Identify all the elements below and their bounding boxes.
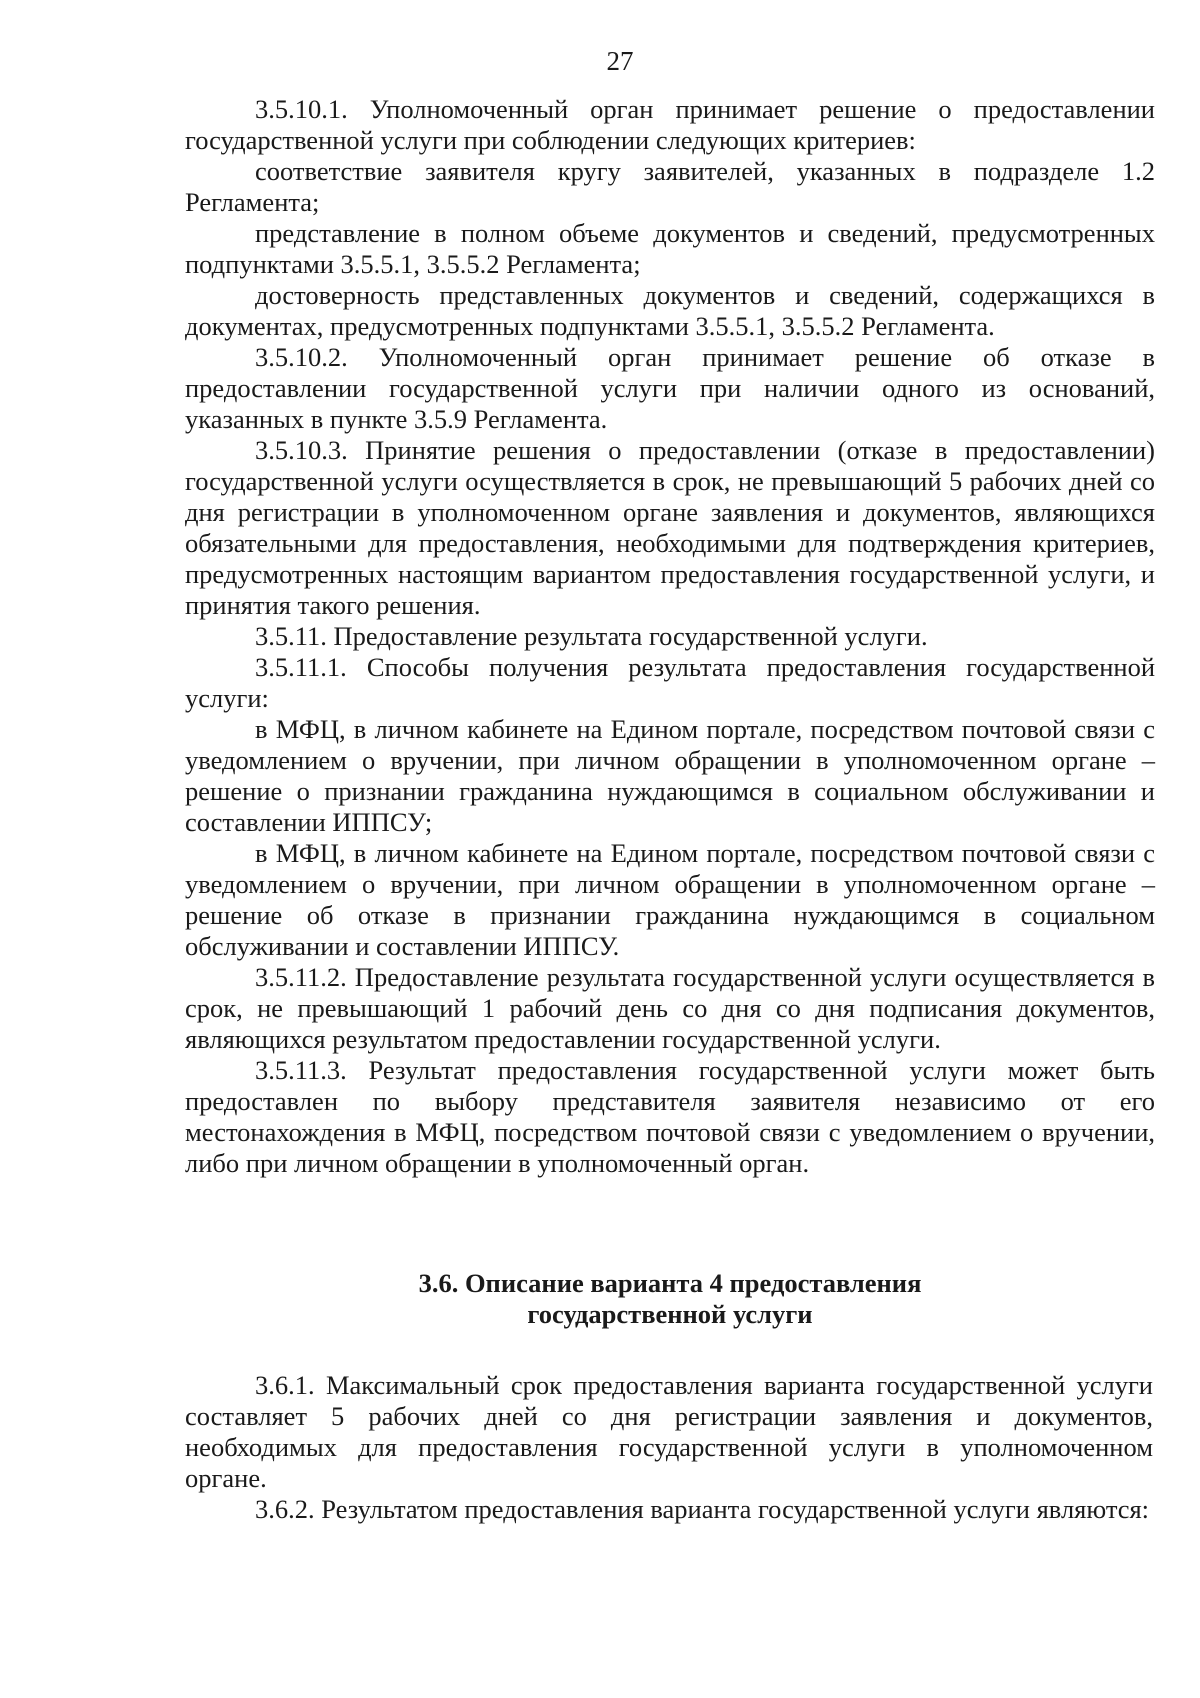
paragraph-criterion-full-documents: представление в полном объеме документов и сведений, предусмотренных подпунктами 3.5.5.1, 3.5.5.2 Регламента; [185,218,1155,279]
paragraph-3-5-11: 3.5.11. Предоставление результата государственной услуги. [255,621,928,651]
paragraph-3-6-2: 3.6.2. Результатом предоставления варианта государственной услуги являются: [255,1494,1150,1524]
paragraph-3-5-11-1: 3.5.11.1. Способы получения результата предоставления государственной услуги: [185,652,1155,713]
section-heading [185,1268,1155,1330]
paragraph-method-recognition: в МФЦ, в личном кабинете на Едином портале, посредством почтовой связи с уведомлением о вручении, при личном обращении в уполномоченном органе – решение о признании гражданина нуждающимся в социальном обслуживании и составлении ИППСУ; [185,714,1155,837]
body-text-top [185,94,1155,1179]
paragraph-3-5-11-2: 3.5.11.2. Предоставление результата государственной услуги осуществляется в срок, не превышающий 1 рабочий день со дня со дня подписания документов, являющихся результатом предоставлении государственной услуги. [185,962,1155,1054]
paragraph-3-5-10-1: 3.5.10.1. Уполномоченный орган принимает решение о предоставлении государственной услуги при соблюдении следующих критериев: [185,94,1155,155]
section-heading-line-1: 3.6. Описание варианта 4 предоставления [418,1268,922,1298]
paragraph-criterion-reliability: достоверность представленных документов и сведений, содержащихся в документах, предусмотренных подпунктами 3.5.5.1, 3.5.5.2 Регламента. [185,280,1155,341]
section-heading-line-2: государственной услуги [527,1299,813,1329]
paragraph-3-6-1: 3.6.1. Максимальный срок предоставления варианта государственной услуги составляет 5 рабочих дней со дня регистрации заявления и документов, необходимых для предоставления государственной услуги в уполномоченном органе. [185,1370,1153,1493]
body-text-bottom [185,1370,1153,1525]
paragraph-3-5-10-3: 3.5.10.3. Принятие решения о предоставлении (отказе в предоставлении) государственной услуги осуществляется в срок, не превышающий 5 рабочих дней со дня регистрации в уполномоченном органе заявления и документов, являющихся обязательными для предоставления, необходимыми для подтверждения критериев, предусмотренных настоящим вариантом предоставления государственной услуги, и принятия такого решения. [185,435,1155,620]
paragraph-method-refusal: в МФЦ, в личном кабинете на Едином портале, посредством почтовой связи с уведомлением о вручении, при личном обращении в уполномоченном органе – решение об отказе в признании гражданина нуждающимся в социальном обслуживании и составлении ИППСУ. [185,838,1155,961]
paragraph-criterion-applicant-circle: соответствие заявителя кругу заявителей, указанных в подразделе 1.2 Регламента; [185,156,1155,217]
paragraph-3-5-10-2: 3.5.10.2. Уполномоченный орган принимает решение об отказе в предоставлении государственной услуги при наличии одного из оснований, указанных в пункте 3.5.9 Регламента. [185,342,1155,434]
page-number: 27 [606,46,634,76]
paragraph-3-5-11-3: 3.5.11.3. Результат предоставления государственной услуги может быть предоставлен по выбору представителя заявителя независимо от его местонахождения в МФЦ, посредством почтовой связи с уведомлением о вручении, либо при личном обращении в уполномоченный орган. [185,1055,1155,1178]
